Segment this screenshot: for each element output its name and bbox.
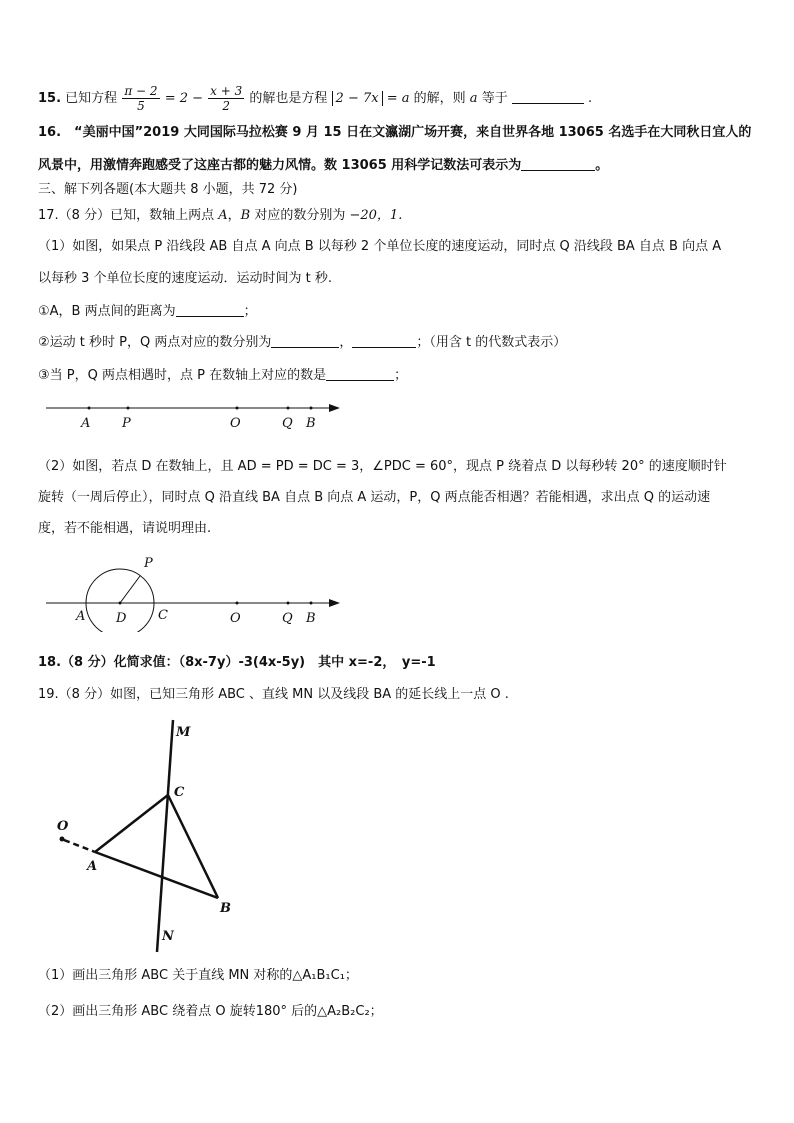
label-Q: Q <box>282 416 293 431</box>
answer-blank[interactable] <box>176 302 244 317</box>
fraction-numerator: π − 2 <box>124 84 158 98</box>
answer-blank[interactable] <box>521 156 595 171</box>
fraction-2 <box>208 84 244 113</box>
q17-item-2 <box>38 333 566 352</box>
question-end: . <box>588 91 593 106</box>
separator: ， <box>339 335 353 350</box>
question-text: 的解也是方程 <box>249 91 328 106</box>
number-line-figure-2 <box>40 552 360 632</box>
point-P-dot <box>127 407 130 410</box>
answer-blank[interactable] <box>352 333 416 348</box>
label-C: C <box>174 785 185 800</box>
question-text: 已知方程 <box>65 91 118 106</box>
fraction-numerator: x + 3 <box>210 84 243 98</box>
question-end: 。 <box>595 158 609 173</box>
section-heading: 三、解下列各题(本大题共 8 小题，共 72 分) <box>38 182 298 197</box>
question-text: 对应的数分别为 <box>254 208 346 223</box>
point-A-dot <box>88 407 91 410</box>
variable: a <box>469 91 478 106</box>
label-P: P <box>144 556 153 571</box>
label-O: O <box>230 416 241 431</box>
q19-step-1: （1）画出三角形 ABC 关于直线 MN 对称的△A₁B₁C₁； <box>38 968 358 983</box>
question-text: 17.（8 分）已知，数轴上两点 <box>38 208 215 223</box>
equation-rhs: = a <box>386 91 410 106</box>
point-label: B <box>240 208 251 223</box>
extension-OA <box>64 840 95 852</box>
arrow-head <box>329 404 340 412</box>
point-Q-dot <box>287 407 290 410</box>
label-A: A <box>81 416 91 431</box>
q17-part1-line-2: 以每秒 3 个单位长度的速度运动．运动时间为 t 秒. <box>38 271 333 286</box>
label-N: N <box>162 929 174 944</box>
label-A: A <box>87 859 98 874</box>
label-B: B <box>306 416 316 431</box>
segment-DP <box>120 576 140 603</box>
point-D-dot <box>119 602 122 605</box>
point-O-dot <box>236 602 239 605</box>
item-end: ； <box>243 304 257 319</box>
question-16-line-1: 16. “美丽中国”2019 大同国际马拉松赛 9 月 15 日在文瀛湖广场开赛，来自世界各地 13065 名选手在大同秋日宜人的 <box>38 125 752 140</box>
segment-AC <box>95 795 168 852</box>
fraction-denominator: 5 <box>137 99 145 113</box>
equation-middle: = 2 − <box>164 91 204 106</box>
item-text: ②运动 t 秒时 P，Q 两点对应的数分别为 <box>38 335 272 350</box>
question-17-head <box>38 207 402 225</box>
label-B: B <box>220 901 231 916</box>
triangle-figure <box>50 712 250 957</box>
question-16-line-2 <box>38 156 608 175</box>
question-number: 15. <box>38 91 62 106</box>
point-B-dot <box>310 407 313 410</box>
label-O: O <box>57 819 69 834</box>
item-end: ； <box>394 368 408 383</box>
label-C: C <box>158 608 168 623</box>
point-Q-dot <box>287 602 290 605</box>
item-text: ①A，B 两点间的距离为 <box>38 304 176 319</box>
answer-blank[interactable] <box>271 333 339 348</box>
arrow-head <box>329 599 340 607</box>
label-A: A <box>76 609 86 624</box>
q17-part2-line-2: 旋转（一周后停止），同时点 Q 沿直线 BA 自点 B 向点 A 运动，P，Q 两点能否相遇？若能相遇，求出点 Q 的运动速 <box>38 490 711 505</box>
point-O-dot <box>236 407 239 410</box>
label-Q: Q <box>282 611 293 626</box>
question-19-head: 19.（8 分）如图，已知三角形 ABC 、直线 MN 以及线段 BA 的延长线上一点 O . <box>38 687 509 702</box>
number-line-figure-1 <box>40 395 360 435</box>
q17-item-1 <box>38 302 257 321</box>
question-15 <box>38 84 592 113</box>
line-MN <box>157 720 173 952</box>
separator: ， <box>227 208 241 223</box>
question-text: 的解，则 <box>413 91 466 106</box>
point-label: A <box>218 208 228 223</box>
question-text: 风景中，用激情奔跑感受了这座古都的魅力风情。数 13065 用科学记数法可表示为 <box>38 158 522 173</box>
item-end: ；（用含 t 的代数式表示） <box>416 335 567 350</box>
item-text: ③当 P，Q 两点相遇时，点 P 在数轴上对应的数是 <box>38 368 327 383</box>
point-B-dot <box>310 602 313 605</box>
label-B: B <box>306 611 316 626</box>
point-O-dot <box>60 837 65 842</box>
absolute-value-expression: 2 − 7x <box>332 91 383 106</box>
answer-blank[interactable] <box>326 366 394 381</box>
label-M: M <box>176 725 191 740</box>
label-D: D <box>116 611 127 626</box>
answer-blank[interactable] <box>512 89 584 104</box>
question-18: 18.（8 分）化简求值：（8x-7y）-3(4x-5y) 其中 x=-2， y=-1 <box>38 655 436 670</box>
values: −20，1. <box>349 208 403 223</box>
q19-step-2: （2）画出三角形 ABC 绕着点 O 旋转180° 后的△A₂B₂C₂； <box>38 1004 383 1019</box>
q17-part2-line-3: 度，若不能相遇，请说明理由. <box>38 521 212 536</box>
q17-item-3 <box>38 366 407 385</box>
fraction-1 <box>122 84 159 113</box>
label-P: P <box>122 416 131 431</box>
fraction-denominator: 2 <box>222 99 231 113</box>
label-O: O <box>230 611 241 626</box>
q17-part1-line-1: （1）如图，如果点 P 沿线段 AB 自点 A 向点 B 以每秒 2 个单位长度的速度运动，同时点 Q 沿线段 BA 自点 B 向点 A <box>38 239 722 254</box>
q17-part2-line-1: （2）如图，若点 D 在数轴上，且 AD = PD = DC = 3，∠PDC = 60°，现点 P 绕着点 D 以每秒转 20° 的速度顺时针 <box>38 459 727 474</box>
question-text: 等于 <box>481 91 508 106</box>
